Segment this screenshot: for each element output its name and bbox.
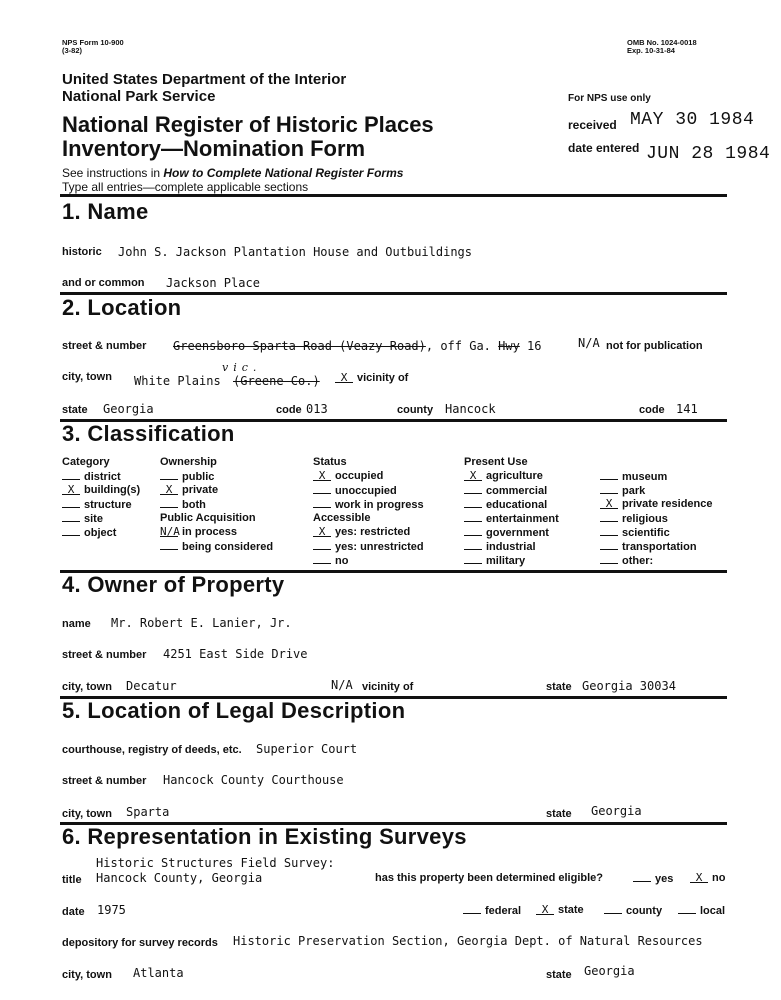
legal-street-label: street & number xyxy=(62,775,147,787)
checkbox-mark xyxy=(604,904,622,914)
date-entered-label: date entered xyxy=(568,141,640,155)
option-label: being considered xyxy=(182,541,274,553)
option-label: other: xyxy=(622,555,654,567)
survey-state xyxy=(536,904,584,916)
survey-date-value: 1975 xyxy=(97,903,126,917)
instructions xyxy=(62,166,403,180)
legal-state-value: Georgia xyxy=(591,804,642,818)
present-use-option xyxy=(600,526,670,539)
survey-title-label: title xyxy=(62,874,82,886)
checkbox-mark xyxy=(600,540,618,550)
present-use-option xyxy=(600,554,653,567)
nps-use: For NPS use only xyxy=(568,93,651,104)
survey-title-line1: Historic Structures Field Survey: xyxy=(96,856,335,870)
survey-city-value: Atlanta xyxy=(133,966,184,980)
checkbox-mark: X xyxy=(313,527,331,537)
historic-value: John S. Jackson Plantation House and Outbuildings xyxy=(118,245,473,259)
option-label: yes xyxy=(655,873,674,885)
checkbox-mark xyxy=(62,526,80,536)
present-use-option xyxy=(464,540,536,553)
vicinity xyxy=(335,372,408,384)
received-stamp: MAY 30 1984 xyxy=(630,110,755,130)
option-label: state xyxy=(558,904,584,916)
owner-street-value: 4251 East Side Drive xyxy=(163,647,308,661)
checkbox-mark xyxy=(313,540,331,550)
checkbox-mark xyxy=(160,470,178,480)
owner-vicinity-label: vicinity of xyxy=(362,681,414,693)
county-code-label: code xyxy=(639,404,665,416)
depository-value: Historic Preservation Section, Georgia Dept. of Natural Resources xyxy=(233,934,703,948)
checkbox-mark xyxy=(464,526,482,536)
courthouse-label: courthouse, registry of deeds, etc. xyxy=(62,744,242,756)
section-rule xyxy=(60,194,727,197)
accessible-header: Accessible xyxy=(313,512,371,524)
option-label: yes: restricted xyxy=(335,526,411,538)
legal-city-value: Sparta xyxy=(126,805,170,819)
checkbox-mark: X xyxy=(160,485,178,495)
form-title-1: National Register of Historic Places xyxy=(62,112,434,137)
checkbox-mark xyxy=(600,484,618,494)
present-use-option xyxy=(464,526,549,539)
street-hwy-number: 16 xyxy=(519,339,542,353)
option-label: scientific xyxy=(622,527,670,539)
instructions-line2: Type all entries—complete applicable sections xyxy=(62,180,309,194)
present-use-option xyxy=(464,554,525,567)
checkbox-mark xyxy=(62,512,80,522)
instructions-title: How to Complete National Register Forms xyxy=(163,166,404,180)
option-label: county xyxy=(626,905,663,917)
option-label: transportation xyxy=(622,541,697,553)
category-option xyxy=(62,512,103,525)
owner-city-value: Decatur xyxy=(126,679,177,693)
checkbox-mark: X xyxy=(313,471,331,481)
option-label: work in progress xyxy=(335,499,424,511)
option-label: in process xyxy=(182,526,238,538)
street-hwy-struck: Hwy xyxy=(498,339,520,353)
accessible-option xyxy=(313,554,348,567)
survey-date-label: date xyxy=(62,906,85,918)
street-rest: , off Ga. xyxy=(425,339,499,353)
eligible-yes xyxy=(633,872,673,885)
depository-label: depository for survey records xyxy=(62,937,218,949)
category-option xyxy=(62,498,132,511)
present-use-option xyxy=(464,498,547,511)
option-label: government xyxy=(486,527,549,539)
checkbox-mark: X xyxy=(600,499,618,509)
present-use-option xyxy=(600,512,668,525)
option-label: entertainment xyxy=(486,513,559,525)
legal-state-label: state xyxy=(546,808,572,820)
section-6-title: 6. Representation in Existing Surveys xyxy=(62,824,467,849)
survey-state-label: state xyxy=(546,969,572,981)
expiration: Exp. 10-31-84 xyxy=(627,46,675,55)
city-struck: (Greene Co.) xyxy=(233,374,320,388)
street-struck: Greensboro-Sparta Road (Veazy Road) xyxy=(173,339,426,353)
ownership-header: Ownership xyxy=(160,456,217,468)
option-label: occupied xyxy=(335,470,384,482)
survey-title-line2: Hancock County, Georgia xyxy=(96,871,263,885)
option-label: structure xyxy=(84,499,132,511)
present-use-option xyxy=(600,540,697,553)
survey-city-label: city, town xyxy=(62,969,112,981)
owner-city-label: city, town xyxy=(62,681,112,693)
section-4-title: 4. Owner of Property xyxy=(62,572,285,597)
checkbox-mark xyxy=(160,498,178,508)
checkbox-mark xyxy=(464,540,482,550)
option-label: military xyxy=(486,555,526,567)
checkbox-mark xyxy=(633,872,651,882)
checkbox-mark xyxy=(313,484,331,494)
city-label: city, town xyxy=(62,371,112,383)
checkbox-mark xyxy=(62,498,80,508)
checkbox-mark xyxy=(600,470,618,480)
state-label: state xyxy=(62,404,88,416)
checkbox-mark xyxy=(313,498,331,508)
category-header: Category xyxy=(62,456,110,468)
checkbox-mark: X xyxy=(690,873,708,883)
checkbox-mark xyxy=(678,904,696,914)
category-option xyxy=(62,484,140,496)
option-label: private residence xyxy=(622,498,713,510)
option-label: site xyxy=(84,513,103,525)
public-acquisition-option xyxy=(160,540,273,553)
city-value: White Plains xyxy=(134,374,221,388)
category-option xyxy=(62,470,121,483)
legal-city-label: city, town xyxy=(62,808,112,820)
checkbox-mark: N/A xyxy=(160,525,180,538)
checkbox-mark xyxy=(464,498,482,508)
present-use-option xyxy=(464,470,543,482)
owner-name-label: name xyxy=(62,618,91,630)
courthouse-value: Superior Court xyxy=(256,742,358,756)
public-acquisition-header: Public Acquisition xyxy=(160,512,256,524)
present-use-header: Present Use xyxy=(464,456,528,468)
public-acquisition-option xyxy=(160,526,237,538)
option-label: museum xyxy=(622,471,668,483)
category-option xyxy=(62,526,116,539)
option-label: commercial xyxy=(486,485,548,497)
checkbox-mark xyxy=(464,484,482,494)
option-label: no xyxy=(335,555,349,567)
survey-state-value: Georgia xyxy=(584,964,635,978)
survey-county xyxy=(604,904,662,917)
date-entered-stamp: JUN 28 1984 xyxy=(646,144,771,164)
status-option xyxy=(313,470,383,482)
option-label: no xyxy=(712,872,726,884)
received-label: received xyxy=(568,118,617,132)
state-value: Georgia xyxy=(103,402,154,416)
present-use-option xyxy=(464,512,559,525)
street-na: N/A xyxy=(578,336,600,350)
accessible-option xyxy=(313,526,410,538)
option-label: private xyxy=(182,484,219,496)
present-use-option xyxy=(464,484,547,497)
vic-handwritten: vic. xyxy=(222,361,262,374)
option-label: federal xyxy=(485,905,522,917)
section-3-title: 3. Classification xyxy=(62,421,235,446)
survey-local xyxy=(678,904,725,917)
section-5-title: 5. Location of Legal Description xyxy=(62,698,406,723)
checkbox-mark xyxy=(600,554,618,564)
instructions-prefix: See instructions in xyxy=(62,166,164,180)
checkbox-mark xyxy=(62,470,80,480)
common-name-label: and or common xyxy=(62,277,145,289)
section-1-title: 1. Name xyxy=(62,199,149,224)
county-code: 141 xyxy=(676,402,698,416)
option-label: yes: unrestricted xyxy=(335,541,424,553)
option-label: district xyxy=(84,471,121,483)
vicinity-label: vicinity of xyxy=(357,372,409,384)
status-option xyxy=(313,498,424,511)
option-label: building(s) xyxy=(84,484,141,496)
option-label: local xyxy=(700,905,726,917)
omb-number: OMB No. 1024-0018 xyxy=(627,38,697,47)
section-2-title: 2. Location xyxy=(62,295,182,320)
checkbox-mark xyxy=(463,904,481,914)
accessible-option xyxy=(313,540,424,553)
checkbox-mark: X xyxy=(62,485,80,495)
eligible-question: has this property been determined eligible? xyxy=(375,872,603,884)
form-title-2: Inventory—Nomination Form xyxy=(62,136,366,161)
department: United States Department of the Interior xyxy=(62,71,347,88)
street-value xyxy=(173,339,542,353)
status-option xyxy=(313,484,397,497)
checkbox-mark: X xyxy=(536,905,554,915)
option-label: industrial xyxy=(486,541,536,553)
owner-name-value: Mr. Robert E. Lanier, Jr. xyxy=(111,616,292,630)
option-label: public xyxy=(182,471,215,483)
option-label: object xyxy=(84,527,117,539)
checkbox-mark xyxy=(600,512,618,522)
form-date: (3-82) xyxy=(62,46,83,55)
service: National Park Service xyxy=(62,88,216,105)
owner-na: N/A xyxy=(331,678,353,692)
option-label: unoccupied xyxy=(335,485,397,497)
survey-federal xyxy=(463,904,521,917)
option-label: park xyxy=(622,485,646,497)
option-label: educational xyxy=(486,499,548,511)
present-use-option xyxy=(600,484,645,497)
street-label: street & number xyxy=(62,340,147,352)
state-code: 013 xyxy=(306,402,328,416)
present-use-option xyxy=(600,470,667,483)
checkbox-mark xyxy=(313,554,331,564)
option-label: both xyxy=(182,499,206,511)
not-for-publication: not for publication xyxy=(606,340,703,352)
owner-state-value: Georgia 30034 xyxy=(582,679,676,693)
ownership-option xyxy=(160,470,214,483)
option-label: agriculture xyxy=(486,470,543,482)
checkbox-mark: X xyxy=(464,471,482,481)
common-name-value: Jackson Place xyxy=(166,276,260,290)
checkbox-mark xyxy=(464,554,482,564)
eligible-no xyxy=(690,872,725,884)
option-label: religious xyxy=(622,513,668,525)
owner-street-label: street & number xyxy=(62,649,147,661)
ownership-option xyxy=(160,498,206,511)
checkbox-mark xyxy=(464,512,482,522)
vicinity-mark: X xyxy=(335,373,353,383)
county-value: Hancock xyxy=(445,402,496,416)
county-label: county xyxy=(397,404,434,416)
form-number: NPS Form 10-900 xyxy=(62,38,124,47)
present-use-option xyxy=(600,498,713,510)
checkbox-mark xyxy=(600,526,618,536)
ownership-option xyxy=(160,484,218,496)
code-label: code xyxy=(276,404,302,416)
checkbox-mark xyxy=(160,540,178,550)
historic-label: historic xyxy=(62,246,102,258)
status-header: Status xyxy=(313,456,347,468)
legal-street-value: Hancock County Courthouse xyxy=(163,773,344,787)
owner-state-label: state xyxy=(546,681,572,693)
